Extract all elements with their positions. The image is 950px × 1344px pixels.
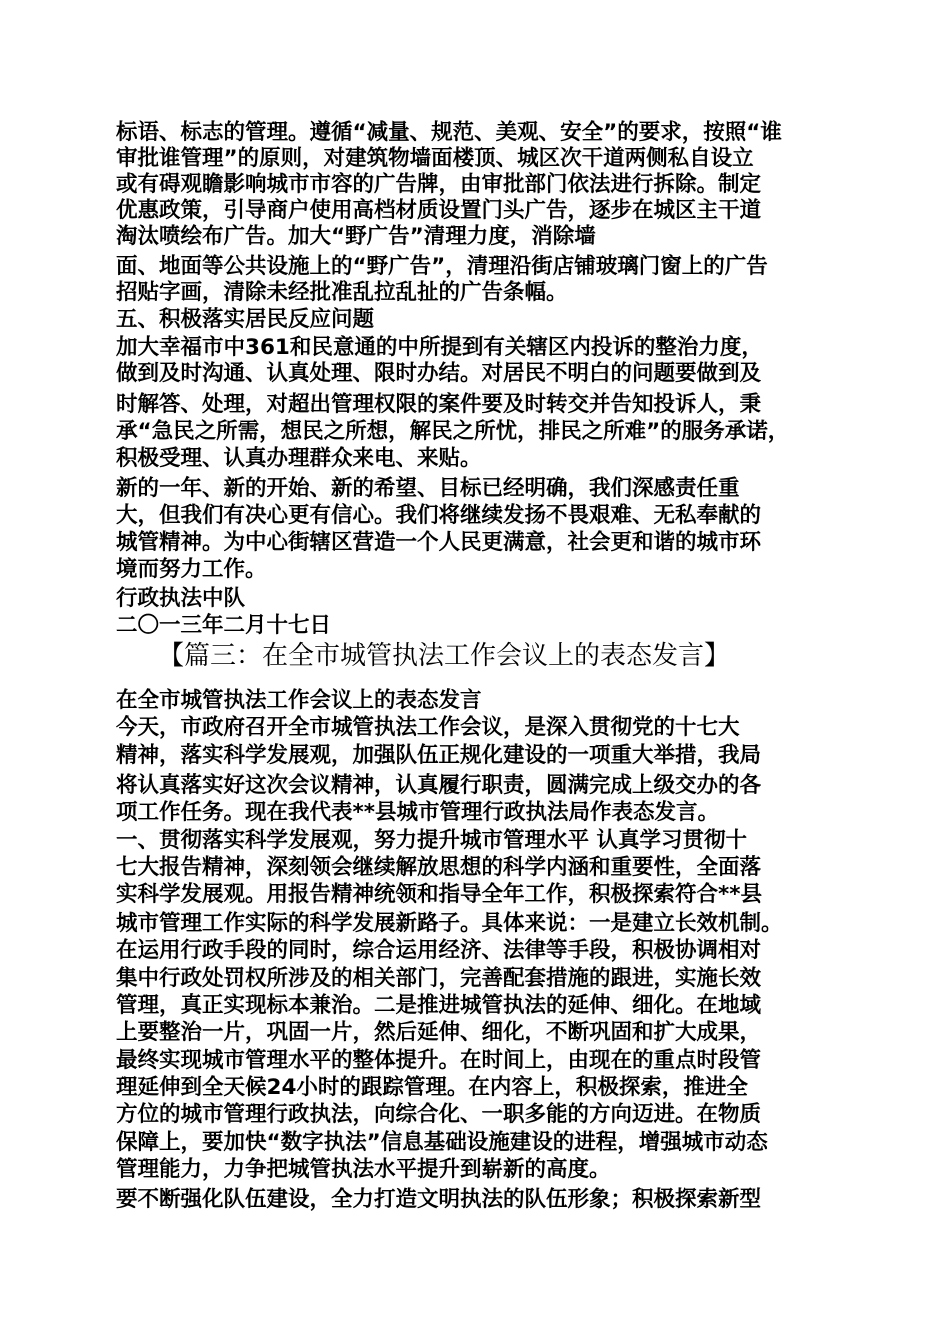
- text-line: 招贴字画，清除未经批准乱拉乱扯的广告条幅。: [116, 280, 568, 305]
- speech-title: 在全市城管执法工作会议上的表态发言: [116, 688, 482, 713]
- text-line: 淘汰喷绘布广告。加大“野广告”清理力度，消除墙: [116, 224, 596, 249]
- signature-date: 二〇一三年二月十七日: [116, 613, 332, 638]
- text-line: 做到及时沟通、认真处理、限时办结。对居民不明白的问题要做到及: [116, 361, 762, 386]
- text-line: 方位的城市管理行政执法，向综合化、一职多能的方向迈进。在物质: [116, 1102, 762, 1127]
- text-line: 上要整治一片，巩固一片，然后延伸、细化，不断巩固和扩大成果，: [116, 1020, 762, 1045]
- text-line: 保障上，要加快“数字执法”信息基础设施建设的进程，增强城市动态: [116, 1130, 768, 1155]
- text-line: 管理，真正实现标本兼治。二是推进城管执法的延伸、细化。在地域: [116, 993, 762, 1018]
- text-line: 审批谁管理”的原则，对建筑物墙面楼顶、城区次干道两侧私自设立: [116, 146, 754, 171]
- text-line: 将认真落实好这次会议精神，认真履行职责，圆满完成上级交办的各: [116, 773, 762, 798]
- text-line: 面、地面等公共设施上的“野广告”，清理沿街店铺玻璃门窗上的广告: [116, 254, 768, 279]
- text-line: 城市管理工作实际的科学发展新路子。具体来说：一是建立长效机制。: [116, 911, 783, 936]
- section-heading: 【篇三：在全市城管执法工作会议上的表态发言】: [158, 641, 731, 671]
- text-line: 最终实现城市管理水平的整体提升。在时间上，由现在的重点时段管: [116, 1048, 762, 1073]
- text-line: 集中行政处罚权所涉及的相关部门，完善配套措施的跟进，实施长效: [116, 966, 762, 991]
- text-line: 要不断强化队伍建设，全力打造文明执法的队伍形象；积极探索新型: [116, 1187, 762, 1212]
- section-title: 五、积极落实居民反应问题: [116, 307, 375, 332]
- text-line: 项工作任务。现在我代表**县城市管理行政执法局作表态发言。: [116, 800, 719, 825]
- text-line: 境而努力工作。: [116, 557, 267, 582]
- text-line: 实科学发展观。用报告精神统领和指导全年工作，积极探索符合**县: [116, 882, 762, 907]
- text-line: 承“急民之所需，想民之所想，解民之所忧，排民之所难”的服务承诺，: [116, 419, 790, 444]
- text-line: 理延伸到全天候24小时的跟踪管理。在内容上，积极探索，推进全: [116, 1075, 748, 1100]
- text-line: 七大报告精神，深刻领会继续解放思想的科学内涵和重要性，全面落: [116, 855, 762, 880]
- text-line: 在运用行政手段的同时，综合运用经济、法律等手段，积极协调相对: [116, 938, 762, 963]
- text-line: 精神，落实科学发展观，加强队伍正规化建设的一项重大举措，我局: [116, 743, 762, 768]
- text-line: 时解答、处理，对超出管理权限的案件要及时转交并告知投诉人，秉: [116, 392, 762, 417]
- text-line: 大，但我们有决心更有信心。我们将继续发扬不畏艰难、无私奉献的: [116, 503, 762, 528]
- signature-org: 行政执法中队: [116, 586, 246, 611]
- text-line: 标语、标志的管理。遵循“减量、规范、美观、安全”的要求，按照“谁: [116, 120, 782, 145]
- text-line: 城管精神。为中心街辖区营造一个人民更满意，社会更和谐的城市环: [116, 530, 762, 555]
- text-line: 积极受理、认真办理群众来电、来贴。: [116, 446, 482, 471]
- text-line: 今天，市政府召开全市城管执法工作会议，是深入贯彻党的十七大: [116, 715, 740, 740]
- text-line: 管理能力，力争把城管执法水平提升到崭新的高度。: [116, 1157, 611, 1182]
- text-line: 新的一年、新的开始、新的希望、目标已经明确，我们深感责任重: [116, 476, 740, 501]
- text-line: 或有碍观瞻影响城市市容的广告牌，由审批部门依法进行拆除。制定: [116, 172, 762, 197]
- text-line: 优惠政策，引导商户使用高档材质设置门头广告，逐步在城区主干道: [116, 198, 762, 223]
- text-line: 一、贯彻落实科学发展观，努力提升城市管理水平 认真学习贯彻十: [116, 828, 747, 853]
- text-line: 加大幸福市中361和民意通的中所提到有关辖区内投诉的整治力度，: [116, 335, 763, 360]
